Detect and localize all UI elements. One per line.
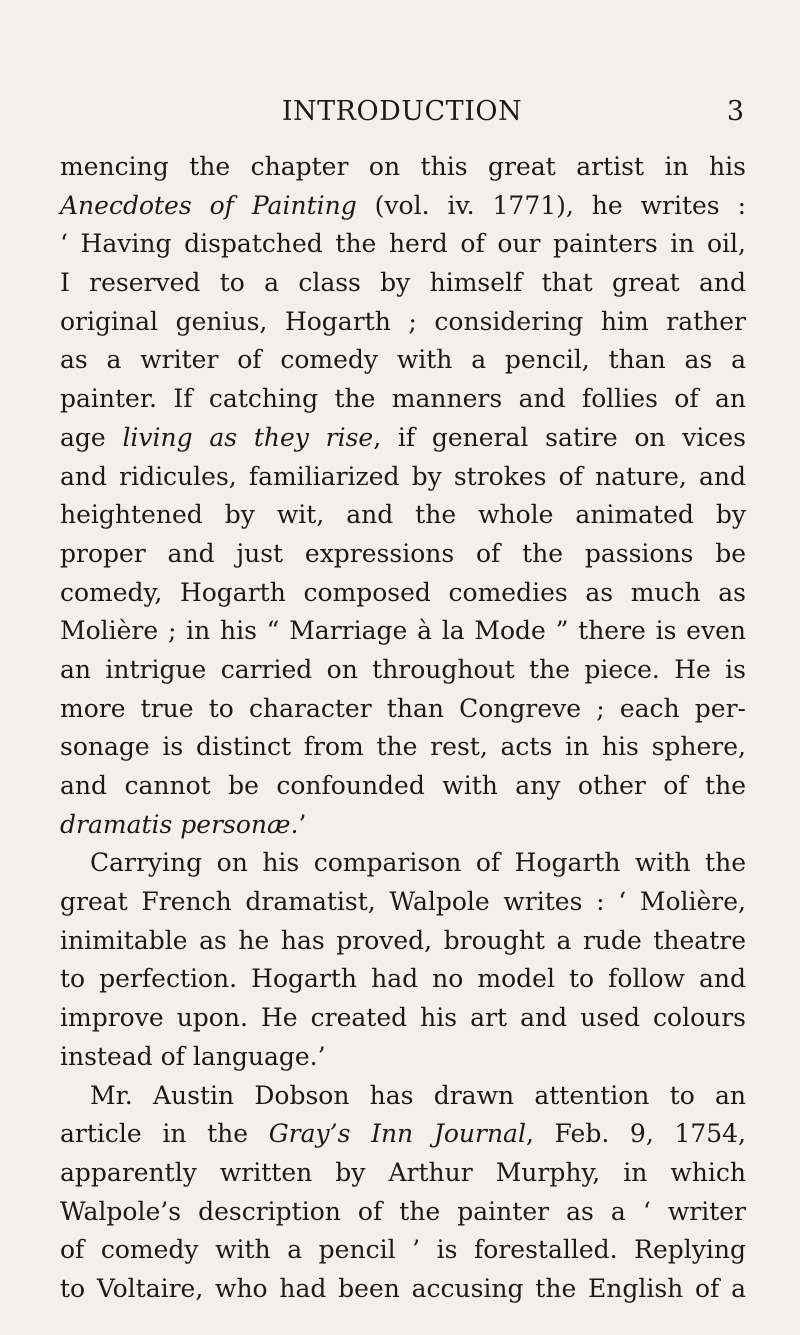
text-line	[60, 1115, 746, 1154]
text-line: original genius, Hogarth ; considering him rather	[60, 306, 746, 336]
text-line: ‘ Having dispatched the herd of our painters in oil,	[60, 229, 746, 259]
text-line: and cannot be confounded with any other of the	[60, 771, 746, 800]
text-line: heightened by wit, and the whole animated by	[60, 500, 746, 530]
text-run: article in the	[60, 1119, 269, 1149]
text-line: to perfection. Hogarth had no model to follow and	[60, 964, 746, 994]
text-line: to Voltaire, who had been accusing the English of a	[60, 1273, 746, 1303]
italic-text: Gray’s Inn Journal	[268, 1119, 526, 1149]
text-line: I reserved to a class by himself that great and	[60, 268, 746, 298]
text-line: Mr. Austin Dobson has drawn attention to an	[90, 1080, 746, 1110]
body-text	[60, 148, 746, 1309]
text-run: age	[60, 422, 123, 452]
text-line: an intrigue carried on throughout the piece. He is	[60, 654, 746, 684]
text-line: more true to character than Congreve ; each per-	[60, 693, 746, 723]
text-line: of comedy with a pencil ’ is forestalled. Replying	[60, 1235, 746, 1265]
running-head	[60, 92, 744, 132]
text-line: Walpole’s description of the painter as a ‘ writer	[60, 1196, 746, 1226]
text-line	[60, 419, 746, 458]
text-line: mencing the chapter on this great artist in his	[60, 152, 746, 181]
text-line: proper and just expressions of the passions be	[60, 538, 746, 568]
text-line: improve upon. He created his art and used colours	[60, 1003, 746, 1033]
text-line: painter. If catching the manners and follies of an	[60, 384, 746, 414]
text-line: comedy, Hogarth composed comedies as much as	[60, 577, 746, 607]
text-run: , Feb. 9, 1754,	[525, 1119, 747, 1149]
text-run: , if general satire on vices	[373, 422, 746, 452]
italic-text: Anecdotes of Painting	[60, 190, 357, 220]
text-line: Molière ; in his “ Marriage à la Mode ” there is even	[60, 616, 746, 646]
text-line: Carrying on his comparison of Hogarth with the	[90, 848, 746, 878]
page-number: 3	[726, 96, 744, 127]
text-line	[60, 806, 746, 845]
text-line	[60, 187, 746, 226]
page-title: INTRODUCTION	[281, 96, 523, 127]
text-run: ’	[298, 809, 307, 839]
text-line: apparently written by Arthur Murphy, in which	[60, 1157, 746, 1187]
text-line: as a writer of comedy with a pencil, than as a	[60, 345, 746, 375]
text-line: great French dramatist, Walpole writes : ‘ Molière,	[60, 887, 746, 917]
italic-text: living as they rise	[122, 422, 374, 452]
text-run: (vol. iv. 1771), he writes :	[356, 190, 746, 220]
text-line: inimitable as he has proved, brought a rude theatre	[60, 925, 746, 955]
text-line: sonage is distinct from the rest, acts in his sphere,	[60, 732, 746, 762]
text-line: instead of language.’	[60, 1041, 326, 1071]
text-line: and ridicules, familiarized by strokes of nature, and	[60, 461, 746, 491]
italic-text: dramatis personæ.	[60, 809, 299, 839]
